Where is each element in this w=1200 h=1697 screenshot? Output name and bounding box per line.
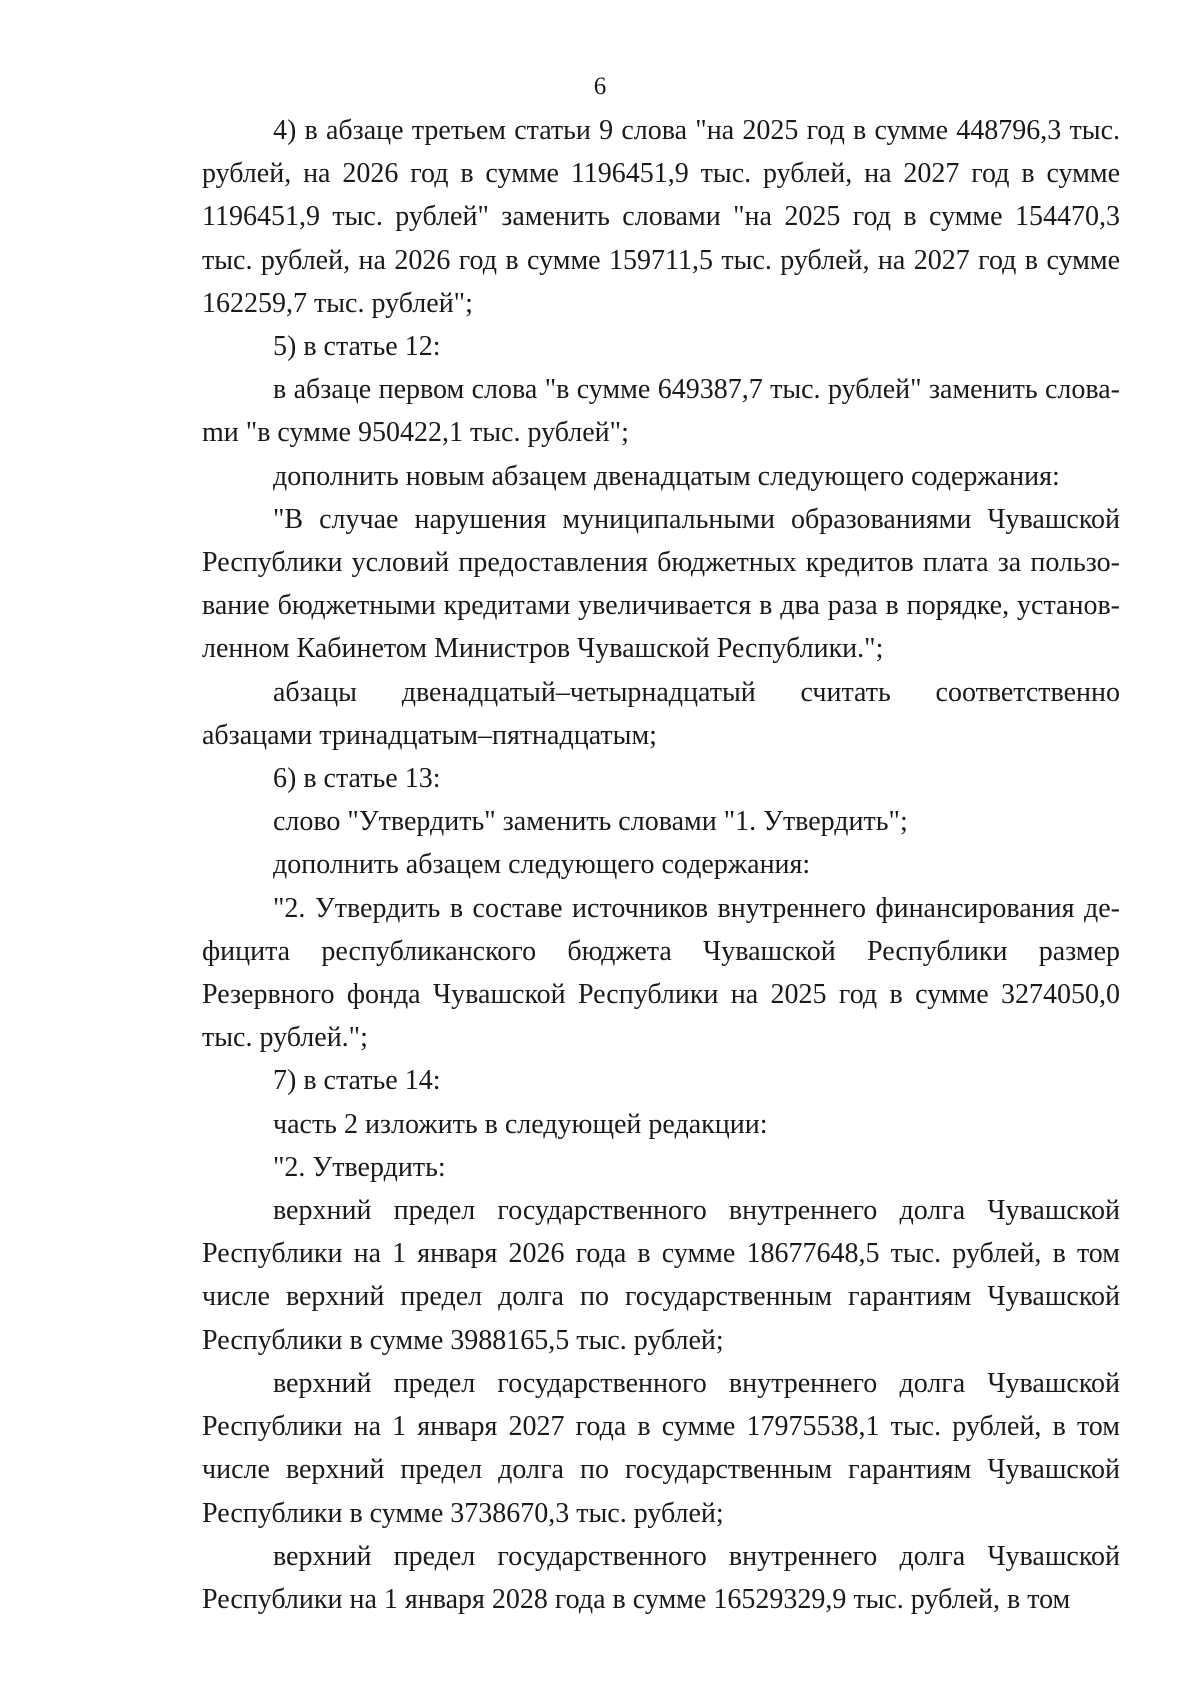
paragraph-quoted-approve: "2. Утвердить: [273, 1151, 446, 1183]
document-body [202, 109, 1120, 1621]
paragraph-add-abzac: дополнить абзацем следующего содержания: [273, 849, 811, 881]
paragraph-add-twelfth: дополнить новым абзацем двенадцатым следующего содержания: [273, 460, 1060, 492]
paragraph-item-7-heading: 7) в статье 14: [273, 1065, 441, 1097]
paragraph-quoted-reserve-fund: "2. Утвердить в составе источников внутреннего финансирования дефицита республиканского бюджета Чувашской Республики размер Резервного фонда Чувашской Республики на 2025 год в сумме 3274050,0 тыс. рублей."; [202, 892, 1120, 1054]
paragraph-item-5-heading: 5) в статье 12: [273, 331, 441, 363]
paragraph-part-2-redaction: часть 2 изложить в следующей редакции: [273, 1108, 768, 1140]
paragraph-item-4: 4) в абзаце третьем статьи 9 слова "на 2025 год в сумме 448796,3 тыс. рублей, на 2026 год в сумме 1196451,9 тыс. рублей, на 2027 год в сумме 1196451,9 тыс. рублей" заменить словами "на 2025 год в сумме 154470,3 тыс. рублей, на 2026 год в сумме 159711,5 тыс. рублей, на 2027 год в сумме 162259,7 тыс. рублей"; [202, 115, 1120, 319]
paragraph-item-6-heading: 6) в статье 13: [273, 763, 441, 795]
paragraph-debt-limit-2027: верхний предел государственного внутреннего долга Чувашской Республики на 1 января 2027 года в сумме 17975538,1 тыс. рублей, в том числе верхний предел долга по государственным гарантиям Чувашской Республики в сумме 3738670,3 тыс. рублей; [202, 1367, 1120, 1529]
paragraph-renumber: абзацы двенадцатый–четырнадцатый считать соответственно абзацами тринадцатым–пятнадцатым; [202, 676, 1120, 751]
paragraph-word-replace: слово "Утвердить" заменить словами "1. Утвердить"; [273, 806, 908, 838]
paragraph-quoted-credit-violation: "В случае нарушения муниципальными образованиями Чувашской Республики условий предоставления бюджетных кредитов плата за пользование бюджетными кредитами увеличивается в два раза в порядке, установленном Кабинетом Министров Чувашской Республики."; [202, 503, 1120, 665]
page-number: 6 [593, 73, 607, 100]
paragraph-first-abzac-change: в абзаце первом слова "в сумме 649387,7 тыс. рублей" заменить словаmи "в сумме 950422,1 тыс. рублей"; [202, 374, 1120, 449]
paragraph-debt-limit-2026: верхний предел государственного внутреннего долга Чувашской Республики на 1 января 2026 года в сумме 18677648,5 тыс. рублей, в том числе верхний предел долга по государственным гарантиям Чувашской Республики в сумме 3988165,5 тыс. рублей; [202, 1195, 1120, 1356]
paragraph-debt-limit-2028: верхний предел государственного внутреннего долга Чувашской Республики на 1 января 2028 года в сумме 16529329,9 тыс. рублей, в том [202, 1540, 1120, 1615]
